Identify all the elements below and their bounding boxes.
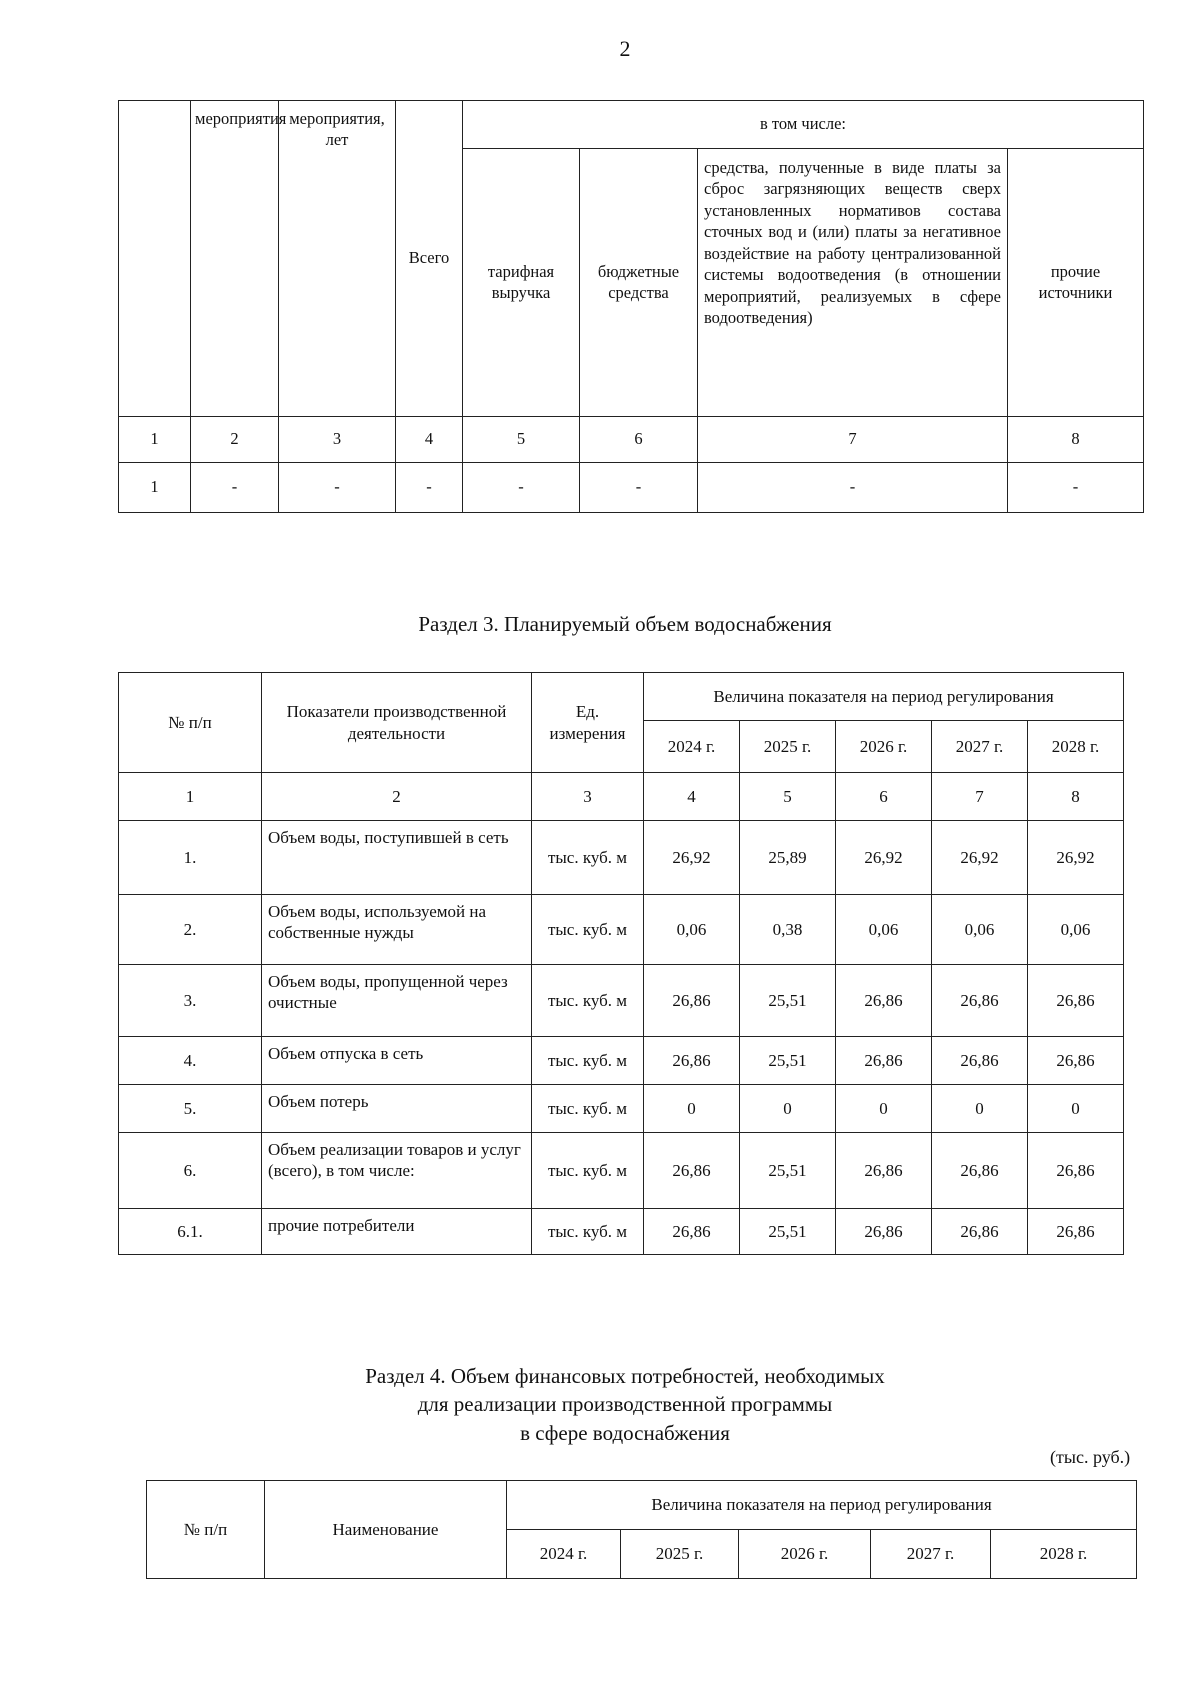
header-year: 2028 г. [991,1530,1137,1579]
row-name: Объем потерь [262,1085,532,1133]
row-unit: тыс. куб. м [532,1133,644,1209]
header-year: 2027 г. [871,1530,991,1579]
header-name: Наименование [265,1481,507,1579]
table-row [119,1133,1124,1209]
table-row [119,821,1124,895]
section-4-title-line: Раздел 4. Объем финансовых потребностей, необходимых [365,1364,885,1388]
row-name: Объем воды, используемой на собственные нужды [262,895,532,965]
cell: - [580,463,698,513]
row-value: 0,06 [1028,895,1124,965]
row-value: 25,51 [740,965,836,1037]
page-number: 2 [619,36,631,61]
row-value: 26,92 [644,821,740,895]
table-row [119,463,1144,513]
row-value: 26,86 [932,1209,1028,1255]
row-value: 26,86 [836,1133,932,1209]
column-numbers-row [119,417,1144,463]
row-value: 0 [644,1085,740,1133]
header-cell-including: в том числе: [463,101,1144,149]
row-num: 5. [119,1085,262,1133]
row-num: 1. [119,821,262,895]
row-value: 0,38 [740,895,836,965]
table-row [119,1085,1124,1133]
cell: - [1008,463,1144,513]
header-year: 2027 г. [932,721,1028,773]
col-number: 6 [836,773,932,821]
col-number: 8 [1008,417,1144,463]
col-number: 5 [463,417,580,463]
cell: - [191,463,279,513]
header-num: № п/п [119,673,262,773]
row-value: 0,06 [644,895,740,965]
col-number: 1 [119,417,191,463]
section-4-title-line: в сфере водоснабжения [520,1420,730,1445]
col-number: 2 [262,773,532,821]
row-value: 26,86 [644,1209,740,1255]
row-value: 26,92 [1028,821,1124,895]
header-year: 2025 г. [740,721,836,773]
row-value: 26,86 [932,965,1028,1037]
header-year: 2024 г. [507,1530,621,1579]
row-value: 26,86 [932,1037,1028,1085]
row-num: 6.1. [119,1209,262,1255]
row-num: 2. [119,895,262,965]
header-cell-3: мероприятия, лет [279,101,396,417]
row-name: Объем воды, пропущенной через очистные [262,965,532,1037]
cell: - [463,463,580,513]
row-value: 26,92 [932,821,1028,895]
row-value: 26,86 [1028,1209,1124,1255]
row-value: 25,51 [740,1209,836,1255]
header-year: 2026 г. [739,1530,871,1579]
header-indicators: Показатели производственной деятельности [262,673,532,773]
row-unit: тыс. куб. м [532,1037,644,1085]
row-value: 26,86 [836,1209,932,1255]
cell: - [396,463,463,513]
header-cell-fees: средства, полученные в виде платы за сброс загрязняющих веществ сверх установленных нормативов состава сточных вод и (или) платы за негативное воздействие на работу централизованной системы водоотведения (в отношении мероприятий, реализуемых в сфере водоотведения) [698,149,1008,417]
col-number: 6 [580,417,698,463]
unit-note: (тыс. руб.) [1050,1447,1131,1467]
header-cell-other: прочие источники [1008,149,1144,417]
financing-sources-table [118,100,1144,513]
cell: - [698,463,1008,513]
col-number: 7 [932,773,1028,821]
row-num: 3. [119,965,262,1037]
table-row [119,1037,1124,1085]
row-name: прочие потребители [262,1209,532,1255]
row-value: 26,86 [1028,1133,1124,1209]
header-cell-tariff: тарифная выручка [463,149,580,417]
row-name: Объем воды, поступившей в сеть [262,821,532,895]
row-value: 26,86 [1028,965,1124,1037]
row-unit: тыс. куб. м [532,965,644,1037]
water-supply-volume-table [118,672,1124,1255]
row-unit: тыс. куб. м [532,1085,644,1133]
row-value: 0 [836,1085,932,1133]
header-cell-1 [119,101,191,417]
header-year: 2028 г. [1028,721,1124,773]
header-cell-budget: бюджетные средства [580,149,698,417]
col-number: 7 [698,417,1008,463]
col-number: 5 [740,773,836,821]
table-row [119,895,1124,965]
row-value: 0 [932,1085,1028,1133]
col-number: 4 [644,773,740,821]
row-unit: тыс. куб. м [532,895,644,965]
header-unit: Ед. измерения [532,673,644,773]
column-numbers-row [119,773,1124,821]
header-value-period: Величина показателя на период регулирования [644,673,1124,721]
row-value: 0,06 [836,895,932,965]
header-value-period: Величина показателя на период регулирования [507,1481,1137,1530]
col-number: 8 [1028,773,1124,821]
row-value: 25,89 [740,821,836,895]
row-value: 26,86 [836,1037,932,1085]
col-number: 3 [279,417,396,463]
row-name: Объем реализации товаров и услуг (всего), в том числе: [262,1133,532,1209]
row-value: 26,86 [1028,1037,1124,1085]
table-row [119,965,1124,1037]
row-value: 0,06 [932,895,1028,965]
cell: - [279,463,396,513]
row-value: 0 [740,1085,836,1133]
row-value: 25,51 [740,1037,836,1085]
header-cell-2: мероприятия [191,101,279,417]
header-year: 2025 г. [621,1530,739,1579]
row-num: 4. [119,1037,262,1085]
section-3-title: Раздел 3. Планируемый объем водоснабжения [418,612,832,636]
row-value: 25,51 [740,1133,836,1209]
row-value: 26,86 [644,1037,740,1085]
header-num: № п/п [147,1481,265,1579]
col-number: 2 [191,417,279,463]
row-name: Объем отпуска в сеть [262,1037,532,1085]
row-value: 0 [1028,1085,1124,1133]
col-number: 4 [396,417,463,463]
row-unit: тыс. куб. м [532,1209,644,1255]
col-number: 3 [532,773,644,821]
financial-needs-table [146,1480,1137,1579]
section-4-title-line: для реализации производственной программы [417,1392,833,1417]
row-value: 26,86 [932,1133,1028,1209]
row-value: 26,86 [644,965,740,1037]
col-number: 1 [119,773,262,821]
row-value: 26,86 [644,1133,740,1209]
row-unit: тыс. куб. м [532,821,644,895]
header-year: 2024 г. [644,721,740,773]
section-4-title [0,1362,1200,1447]
row-num: 6. [119,1133,262,1209]
header-year: 2026 г. [836,721,932,773]
row-value: 26,86 [836,965,932,1037]
header-cell-total: Всего [396,101,463,417]
table-row [119,1209,1124,1255]
row-value: 26,92 [836,821,932,895]
cell: 1 [119,463,191,513]
